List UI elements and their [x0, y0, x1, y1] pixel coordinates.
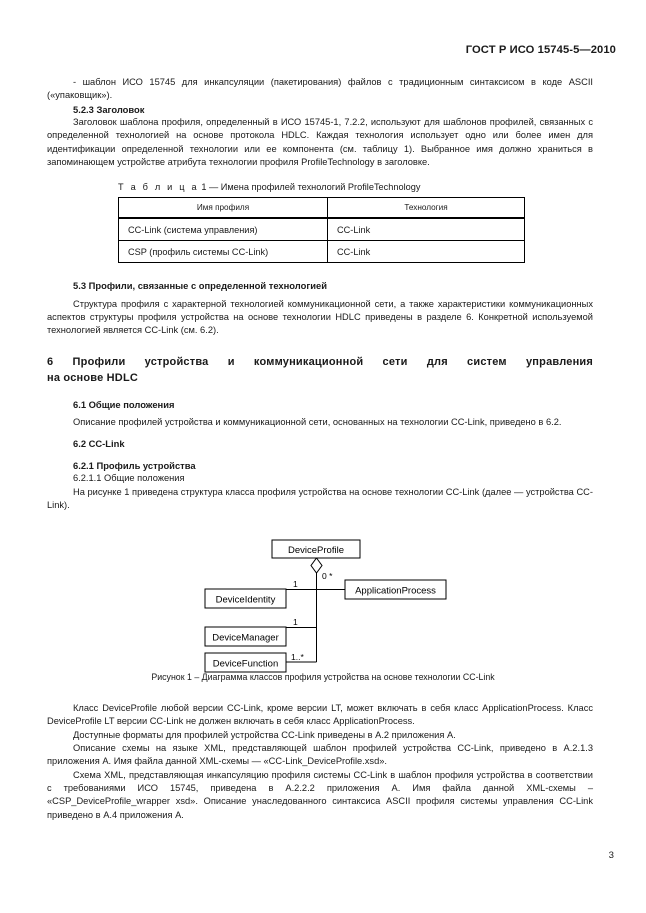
paragraph-available-formats: Доступные форматы для профилей устройства CC-Link приведены в А.2 приложения А.: [73, 729, 456, 740]
table-cell-profile-name: CC-Link (система управления): [119, 218, 328, 241]
table-cell-technology: CC-Link: [328, 218, 525, 241]
uml-class-device-identity: [205, 589, 286, 608]
heading-section-6-line-2: на основе HDLC: [47, 371, 139, 384]
paragraph-5-2-3: Заголовок шаблона профиля, определенный в ИСО 15745-1, 7.2.2, используют для шаблонов профилей, связанных с определенной технологией на основе протокола HDLC. Каждая технология использует одно или более имен для идентификации определенной технологии или ее компонента (см. таблицу 1). Выбранное имя должно храниться в запоминающем устройстве атрибута технологии профиля ProfileTechnology в заголовке.: [47, 117, 593, 168]
uml-class-device-manager: [205, 627, 286, 646]
heading-6-2-1: 6.2.1 Профиль устройства: [73, 459, 196, 471]
spacer: [47, 429, 593, 437]
table-caption-dash: —: [209, 182, 219, 193]
uml-class-label: ApplicationProcess: [355, 585, 436, 597]
spacer: [47, 263, 593, 279]
spacer: [47, 451, 593, 459]
heading-section-6-line-1: 6 Профили устройства и коммуникационной сети для систем управления: [47, 355, 593, 368]
uml-class-label: DeviceFunction: [212, 658, 279, 670]
heading-5-3: 5.3 Профили, связанные с определенной технологией: [73, 280, 327, 292]
figure-1: [0, 534, 646, 694]
document-body-after-figure: [47, 702, 593, 822]
table-head: [119, 198, 525, 219]
uml-multiplicity-device-function: 1..*: [291, 652, 304, 662]
heading-section-6: [47, 354, 593, 386]
table-column-header-profile-name: Имя профиля: [119, 198, 328, 219]
uml-class-label: DeviceManager: [212, 632, 279, 644]
heading-5-2-3: 5.2.3 Заголовок: [73, 103, 145, 115]
table-body: [119, 218, 525, 263]
table-row: [119, 218, 525, 241]
table-1-caption: [47, 181, 593, 193]
document-body: [47, 76, 593, 512]
table-cell-technology: CC-Link: [328, 241, 525, 263]
uml-class-diagram: [0, 534, 646, 674]
paragraph-xml-schema-description: Описание схемы на языке XML, представляющей шаблон профилей устройства CC-Link, приведено в А.2.1.3 приложения А. Имя файла данной XML-схемы — «CC-Link_DeviceProfile.xsd».: [47, 743, 593, 767]
uml-class-label: DeviceProfile: [288, 545, 344, 556]
aggregation-diamond-icon: [311, 558, 322, 573]
paragraph-xml-encapsulation-schema: Схема XML, представляющая инкапсуляцию профиля системы CC-Link в шаблон профиля устройства в соответствии с требованиями ИСО 15745, приведена в А.2.2.2 приложения А. Имя файла данной XML-схемы – «CSP_DeviceProfile_wrapper xsd». Описание унаследованного синтаксиса ASCII профиля системы управления CC-Link приведено в А.4 приложения А.: [47, 769, 593, 820]
table-column-header-technology: Технология: [328, 198, 525, 219]
uml-multiplicity-application-process: 0 *: [322, 571, 333, 581]
uml-class-device-profile: [272, 540, 360, 558]
paragraph-5-3: Структура профиля с характерной технологией коммуникационной сети, а также характеристики коммуникационных аспектов структуры профиля устройства на основе технологии HDLC приведены в разделе 6. Конкретной используемой технологией является CC-Link (см. 6.2).: [47, 298, 593, 336]
table-header-row: [119, 198, 525, 219]
paragraph-6-1: Описание профилей устройства и коммуникационной сети, основанных на технологии CC-Link, приведено в 6.2.: [73, 417, 562, 428]
heading-6-1: 6.1 Общие положения: [73, 398, 175, 410]
table-cell-profile-name: CSP (профиль системы CC-Link): [119, 241, 328, 263]
uml-multiplicity-device-manager: 1: [293, 617, 298, 627]
table-profile-technology-names: [118, 197, 525, 263]
spacer: [47, 386, 593, 398]
figure-1-caption: Рисунок 1 – Диаграмма классов профиля устройства на основе технологии CC-Link: [151, 672, 495, 682]
document-header-standard-id: ГОСТ Р ИСО 15745-5—2010: [465, 44, 616, 56]
table-caption-label: Т а б л и ц а: [118, 182, 199, 193]
heading-6-2: 6.2 CC-Link: [73, 438, 125, 450]
uml-multiplicity-device-identity: 1: [293, 579, 298, 589]
heading-6-2-1-1: 6.2.1.1 Общие положения: [73, 473, 185, 484]
uml-class-label: DeviceIdentity: [215, 594, 276, 606]
paragraph-device-profile-versions: Класс DeviceProfile любой версии CC-Link, кроме версии LT, может включать в себя класс ApplicationProcess. Класс DeviceProfile LT версии CC-Link не должен включать в себя класс ApplicationProcess.: [47, 703, 593, 727]
table-caption-number: 1: [201, 182, 207, 193]
uml-class-device-function: [205, 653, 286, 672]
uml-class-application-process: [345, 580, 446, 599]
paragraph-bullet-template: - шаблон ИСО 15745 для инкапсуляции (пакетирования) файлов с традиционным синтаксисом в коде ASCII («упаковщик»).: [47, 77, 593, 101]
spacer: [47, 338, 593, 354]
table-row: [119, 241, 525, 263]
page-number: 3: [608, 850, 614, 861]
table-caption-text: Имена профилей технологий ProfileTechnology: [220, 182, 421, 193]
spacer: [47, 169, 593, 181]
paragraph-6-2-1-1: На рисунке 1 приведена структура класса профиля устройства на основе технологии CC-Link (далее — устройства CC-Link).: [47, 486, 593, 510]
